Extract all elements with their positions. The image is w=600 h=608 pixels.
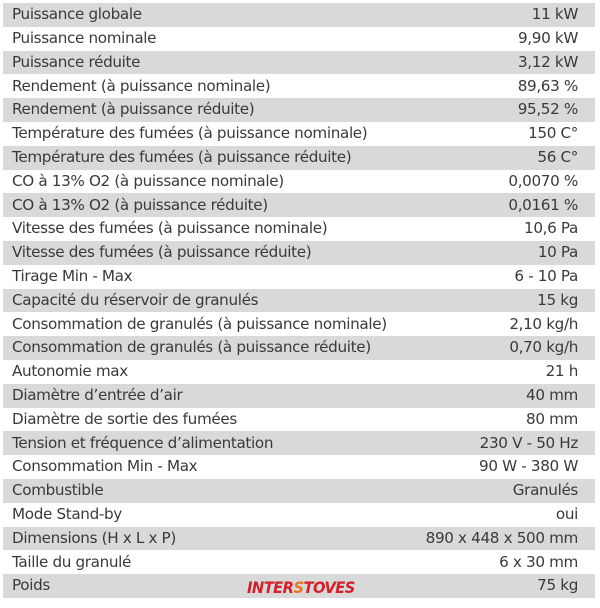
spec-label: CO à 13% O2 (à puissance nominale) (12, 171, 284, 190)
spec-value: 40 mm (526, 386, 578, 405)
spec-label: Vitesse des fumées (à puissance nominale) (12, 219, 328, 238)
spec-label: Puissance réduite (12, 52, 141, 71)
spec-label: Diamètre d’entrée d’air (12, 386, 183, 405)
spec-value: 0,0161 % (508, 195, 578, 214)
spec-label: Autonomie max (12, 362, 128, 381)
spec-value: 56 C° (537, 148, 578, 167)
spec-row (3, 408, 595, 432)
spec-row (3, 217, 595, 241)
spec-value: 0,70 kg/h (509, 338, 578, 357)
spec-value: 6 - 10 Pa (514, 267, 578, 286)
spec-label: Rendement (à puissance réduite) (12, 100, 255, 119)
spec-label: Mode Stand-by (12, 505, 122, 524)
spec-row (3, 193, 595, 217)
spec-label: Puissance nominale (12, 29, 157, 48)
spec-value: 6 x 30 mm (499, 552, 578, 571)
spec-label: Consommation Min - Max (12, 457, 198, 476)
spec-row (3, 360, 595, 384)
spec-value: 11 kW (531, 5, 578, 24)
spec-label: Diamètre de sortie des fumées (12, 409, 237, 428)
spec-row (3, 336, 595, 360)
spec-label: Poids (12, 576, 50, 595)
spec-row (3, 479, 595, 503)
spec-value: 80 mm (526, 409, 578, 428)
spec-row (3, 74, 595, 98)
spec-value: 75 kg (537, 576, 578, 595)
spec-label: Température des fumées (à puissance nominale) (12, 124, 368, 143)
spec-value: 95,52 % (517, 100, 578, 119)
spec-label: CO à 13% O2 (à puissance réduite) (12, 195, 268, 214)
logo-text-prefix: INTER (247, 578, 294, 598)
spec-row (3, 27, 595, 51)
spec-row (3, 289, 595, 313)
spec-table (3, 3, 595, 598)
spec-value: 2,10 kg/h (509, 314, 578, 333)
spec-value: 3,12 kW (517, 52, 578, 71)
spec-value: 9,90 kW (517, 29, 578, 48)
spec-label: Consommation de granulés (à puissance réduite) (12, 338, 371, 357)
spec-value: 10 Pa (537, 243, 578, 262)
spec-row (3, 170, 595, 194)
spec-value: 230 V - 50 Hz (479, 433, 578, 452)
spec-label: Combustible (12, 481, 104, 500)
spec-row (3, 431, 595, 455)
spec-row (3, 312, 595, 336)
spec-label: Tirage Min - Max (12, 267, 133, 286)
spec-value: oui (555, 505, 578, 524)
spec-value: 150 C° (528, 124, 578, 143)
spec-row (3, 527, 595, 551)
spec-value: 15 kg (537, 290, 578, 309)
spec-label: Dimensions (H x L x P) (12, 528, 176, 547)
spec-row (3, 98, 595, 122)
spec-row (3, 122, 595, 146)
spec-label: Consommation de granulés (à puissance nominale) (12, 314, 387, 333)
flame-icon: S (293, 578, 304, 598)
spec-row (3, 241, 595, 265)
spec-value: 21 h (545, 362, 578, 381)
spec-value: 0,0070 % (508, 171, 578, 190)
spec-row (3, 265, 595, 289)
spec-row (3, 146, 595, 170)
spec-value: 89,63 % (517, 76, 578, 95)
spec-value: Granulés (512, 481, 578, 500)
spec-row (3, 455, 595, 479)
spec-value: 10,6 Pa (524, 219, 578, 238)
spec-label: Rendement (à puissance nominale) (12, 76, 271, 95)
spec-label: Température des fumées (à puissance réduite) (12, 148, 352, 167)
spec-label: Capacité du réservoir de granulés (12, 290, 259, 309)
spec-label: Puissance globale (12, 5, 142, 24)
spec-row (3, 503, 595, 527)
spec-value: 90 W - 380 W (479, 457, 578, 476)
spec-label: Vitesse des fumées (à puissance réduite) (12, 243, 312, 262)
spec-row (3, 51, 595, 75)
interstoves-logo (247, 578, 355, 597)
spec-value: 890 x 448 x 500 mm (425, 528, 578, 547)
spec-row (3, 3, 595, 27)
spec-label: Taille du granulé (12, 552, 132, 571)
spec-row (3, 574, 595, 598)
spec-row (3, 384, 595, 408)
logo-text-suffix: TOVES (303, 578, 355, 598)
spec-row (3, 550, 595, 574)
spec-label: Tension et fréquence d’alimentation (12, 433, 274, 452)
